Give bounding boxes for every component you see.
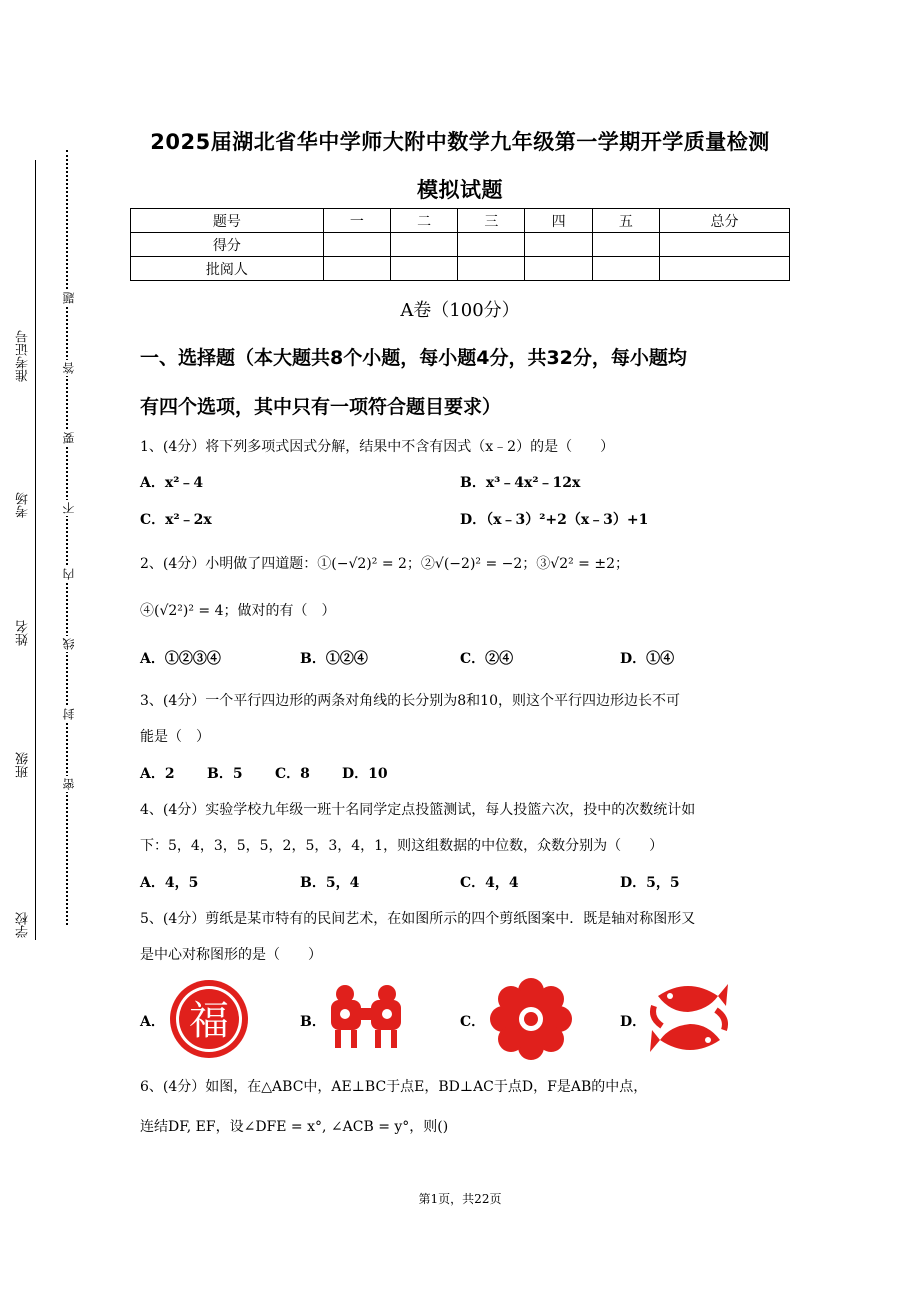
seal-char: 线 bbox=[62, 638, 76, 650]
q2-option-d: D．①④ bbox=[620, 651, 675, 667]
margin-label-class: 班级 bbox=[16, 752, 31, 778]
section-a-heading: A卷（100分） bbox=[400, 300, 520, 321]
score-cell bbox=[391, 257, 458, 281]
score-row-label: 得分 bbox=[131, 233, 324, 257]
score-table bbox=[130, 208, 790, 281]
q2-option-a: A．①②③④ bbox=[140, 651, 221, 667]
margin-label-ticket: 准考证号 bbox=[16, 330, 31, 382]
q2-stem bbox=[140, 553, 629, 573]
papercut-fish-image bbox=[648, 976, 730, 1060]
papercut-fu-glyph: 福 bbox=[189, 998, 229, 1044]
q1-option-c: C．x²﹣2x bbox=[140, 512, 212, 528]
seal-char: 答 bbox=[62, 362, 76, 374]
q6-stem: 6、(4分）如图，在△ABC中，AE⊥BC于点E，BD⊥AC于点D，F是AB的中点， bbox=[140, 1079, 648, 1095]
margin-label-exam-room: 考场 bbox=[16, 492, 31, 518]
q3-option-b: B．5 bbox=[207, 766, 243, 782]
seal-char: 题 bbox=[62, 292, 76, 304]
q1-option-b: B．x³﹣4x²﹣12x bbox=[460, 475, 581, 491]
margin-label-name: 姓名 bbox=[16, 620, 31, 646]
score-cell bbox=[525, 257, 592, 281]
q3-option-a: A．2 bbox=[140, 766, 175, 782]
q4-stem: 4、(4分）实验学校九年级一班十名同学定点投篮测试，每人投篮六次，投中的次数统计如 bbox=[140, 802, 696, 818]
score-cell: 一 bbox=[323, 209, 390, 233]
score-row-label: 批阅人 bbox=[131, 257, 324, 281]
score-cell bbox=[592, 233, 659, 257]
q2-option-b: B．①②④ bbox=[300, 651, 368, 667]
seal-char: 内 bbox=[62, 568, 76, 580]
q2-item-3: ③√2² = ±2； bbox=[536, 556, 630, 572]
seal-char: 密 bbox=[62, 778, 76, 790]
score-cell bbox=[458, 257, 525, 281]
q1-stem: 1、(4分）将下列多项式因式分解，结果中不含有因式（x﹣2）的是（ ） bbox=[140, 439, 615, 455]
q6-stem-cont: 连结DF, EF，设∠DFE = x°, ∠ACB = y°，则() bbox=[140, 1119, 449, 1135]
q5-stem-cont: 是中心对称图形的是（ ） bbox=[140, 947, 322, 963]
seal-char: 不 bbox=[62, 502, 76, 514]
score-table-row bbox=[131, 233, 790, 257]
q5-option-b: B． bbox=[300, 1014, 326, 1030]
score-cell: 总分 bbox=[659, 209, 789, 233]
papercut-flower-image bbox=[487, 976, 575, 1062]
section-1-heading-cont: 有四个选项，其中只有一项符合题目要求） bbox=[140, 396, 502, 418]
q3-option-d: D．10 bbox=[342, 766, 388, 782]
score-cell bbox=[525, 233, 592, 257]
q5-option-a: A． bbox=[140, 1014, 165, 1030]
score-cell: 三 bbox=[458, 209, 525, 233]
q2-option-c: C．②④ bbox=[460, 651, 514, 667]
q2-item-1: ①(−√2)² = 2； bbox=[317, 556, 421, 572]
score-cell bbox=[458, 233, 525, 257]
q1-option-a: A．x²﹣4 bbox=[140, 475, 204, 491]
q2-item-4: ④(√2²)² = 4；做对的有（ ） bbox=[140, 603, 336, 619]
score-cell: 二 bbox=[391, 209, 458, 233]
score-cell bbox=[659, 233, 789, 257]
section-1-heading: 一、选择题（本大题共8个小题，每小题4分，共32分，每小题均 bbox=[140, 347, 687, 369]
margin-label-school: 学校 bbox=[16, 912, 31, 938]
score-cell bbox=[391, 233, 458, 257]
papercut-fu-image bbox=[165, 978, 253, 1060]
score-cell: 题号 bbox=[131, 209, 324, 233]
q3-stem: 3、(4分）一个平行四边形的两条对角线的长分别为8和10，则这个平行四边形边长不可 bbox=[140, 693, 680, 709]
page-subtitle: 模拟试题 bbox=[417, 178, 503, 202]
q4-stem-cont: 下：5，4，3，5，5，2，5，3，4，1，则这组数据的中位数，众数分别为（ ） bbox=[140, 838, 664, 854]
q4-option-c: C．4，4 bbox=[460, 875, 519, 891]
score-table-row bbox=[131, 257, 790, 281]
seal-char: 封 bbox=[62, 708, 76, 720]
score-cell: 四 bbox=[525, 209, 592, 233]
score-cell bbox=[323, 233, 390, 257]
q4-option-b: B．5，4 bbox=[300, 875, 360, 891]
margin-rule bbox=[35, 160, 36, 940]
score-cell bbox=[323, 257, 390, 281]
score-cell: 五 bbox=[592, 209, 659, 233]
page-title: 2025届湖北省华中学师大附中数学九年级第一学期开学质量检测 bbox=[150, 130, 770, 154]
q3-stem-cont: 能是（ ） bbox=[140, 729, 210, 745]
q2-item-2: ②√(−2)² = −2； bbox=[420, 556, 537, 572]
q1-option-d: D．（x﹣3）²+2（x﹣3）+1 bbox=[460, 512, 649, 528]
score-cell bbox=[592, 257, 659, 281]
page-footer: 第1页，共22页 bbox=[418, 1192, 502, 1206]
q2-prefix: 2、(4分）小明做了四道题： bbox=[140, 556, 318, 572]
q5-option-c: C． bbox=[460, 1014, 486, 1030]
q4-option-a: A．4，5 bbox=[140, 875, 199, 891]
seal-dotted-line bbox=[66, 150, 68, 925]
score-table-header bbox=[131, 209, 790, 233]
q5-option-d: D． bbox=[620, 1014, 647, 1030]
q5-stem: 5、(4分）剪纸是某市特有的民间艺术，在如图所示的四个剪纸图案中．既是轴对称图形又 bbox=[140, 911, 696, 927]
q3-option-c: C．8 bbox=[275, 766, 310, 782]
q4-option-d: D．5，5 bbox=[620, 875, 680, 891]
seal-char: 要 bbox=[62, 432, 76, 444]
papercut-double-lion-image bbox=[325, 982, 407, 1054]
score-cell bbox=[659, 257, 789, 281]
